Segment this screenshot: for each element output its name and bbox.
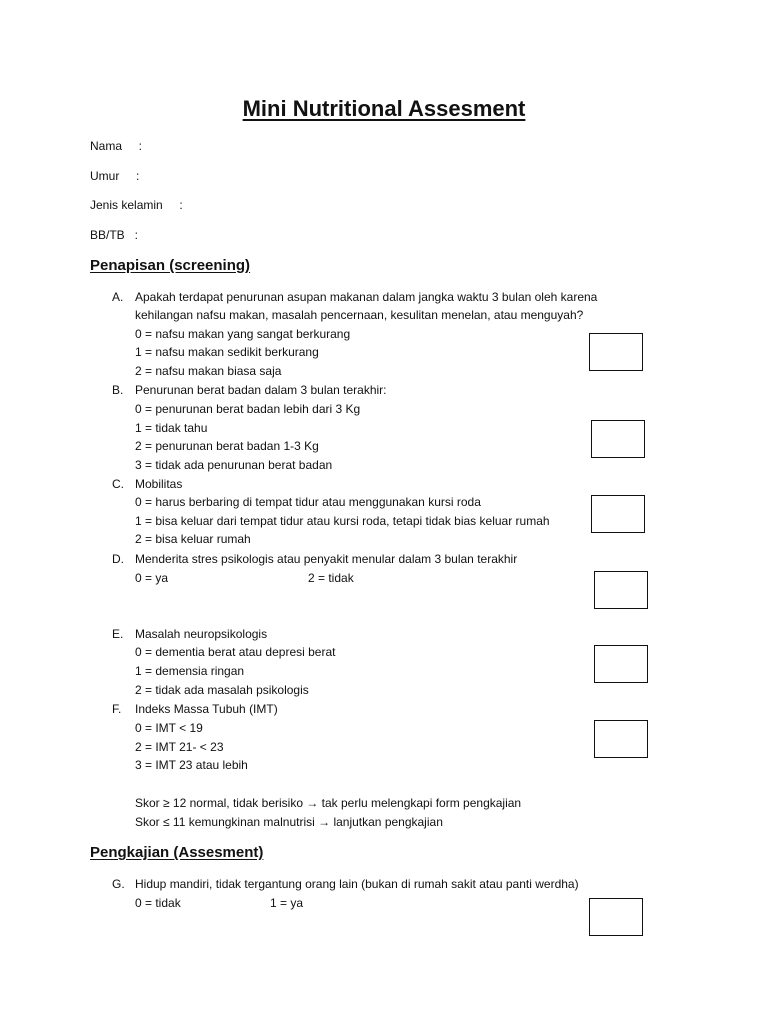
option-text: 1 = demensia ringan [135, 664, 245, 678]
question-text: Mobilitas [135, 477, 183, 491]
assessment-heading: Pengkajian (Assesment) [90, 844, 264, 861]
screening-heading: Penapisan (screening) [90, 257, 251, 274]
umur-field-label: Umur : [90, 169, 140, 183]
option-text: 1 = nafsu makan sedikit berkurang [135, 345, 319, 359]
question-text: Masalah neuropsikologis [135, 627, 268, 641]
option-text: 0 = nafsu makan yang sangat berkurang [135, 327, 351, 341]
option-text: 2 = penurunan berat badan 1-3 Kg [135, 439, 319, 453]
question-text: Menderita stres psikologis atau penyakit menular dalam 3 bulan terakhir [135, 552, 518, 566]
score-box-c[interactable] [591, 495, 645, 533]
page-title: Mini Nutritional Assesment [242, 96, 526, 121]
option-text: 2 = IMT 21- < 23 [135, 740, 224, 754]
score-box-b[interactable] [591, 420, 645, 458]
option-text: 0 = ya [135, 571, 169, 585]
question-letter: A. [112, 290, 124, 304]
option-text: 1 = ya [270, 896, 304, 910]
score-box-g[interactable] [589, 898, 643, 936]
question-letter: E. [112, 627, 124, 641]
option-text: 0 = IMT < 19 [135, 721, 203, 735]
question-letter: G. [112, 877, 125, 891]
question-letter: B. [112, 383, 124, 397]
question-text: Apakah terdapat penurunan asupan makanan dalam jangka waktu 3 bulan oleh karena [135, 290, 598, 304]
score-box-e[interactable] [594, 645, 648, 683]
score-box-d[interactable] [594, 571, 648, 609]
option-text: 1 = bisa keluar dari tempat tidur atau kursi roda, tetapi tidak bias keluar rumah [135, 514, 550, 528]
option-text: 0 = dementia berat atau depresi berat [135, 645, 336, 659]
question-text: Penurunan berat badan dalam 3 bulan terakhir: [135, 383, 387, 397]
option-text: 1 = tidak tahu [135, 421, 208, 435]
jenis-kelamin-field-label: Jenis kelamin : [90, 198, 183, 212]
question-letter: D. [112, 552, 124, 566]
option-text: 0 = tidak [135, 896, 181, 910]
option-text: 0 = penurunan berat badan lebih dari 3 Kg [135, 402, 361, 416]
score-box-a[interactable] [589, 333, 643, 371]
bbtb-field-label: BB/TB : [90, 228, 139, 242]
score-box-f[interactable] [594, 720, 648, 758]
option-text: 3 = IMT 23 atau lebih [135, 758, 248, 772]
nama-field-label: Nama : [90, 139, 143, 153]
score-note-malnutrition: Skor ≤ 11 kemungkinan malnutrisi → lanjutkan pengkajian [135, 815, 443, 829]
option-text: 2 = tidak ada masalah psikologis [135, 683, 309, 697]
question-letter: F. [112, 702, 122, 716]
option-text: 3 = tidak ada penurunan berat badan [135, 458, 333, 472]
score-note-normal: Skor ≥ 12 normal, tidak berisiko → tak perlu melengkapi form pengkajian [135, 796, 522, 810]
question-text: Indeks Massa Tubuh (IMT) [135, 702, 278, 716]
option-text: 2 = tidak [308, 571, 354, 585]
question-text: kehilangan nafsu makan, masalah pencernaan, kesulitan menelan, atau menguyah? [135, 308, 584, 322]
question-letter: C. [112, 477, 124, 491]
option-text: 2 = nafsu makan biasa saja [135, 364, 282, 378]
option-text: 0 = harus berbaring di tempat tidur atau menggunakan kursi roda [135, 495, 481, 509]
option-text: 2 = bisa keluar rumah [135, 532, 251, 546]
question-text: Hidup mandiri, tidak tergantung orang lain (bukan di rumah sakit atau panti werdha) [135, 877, 579, 891]
